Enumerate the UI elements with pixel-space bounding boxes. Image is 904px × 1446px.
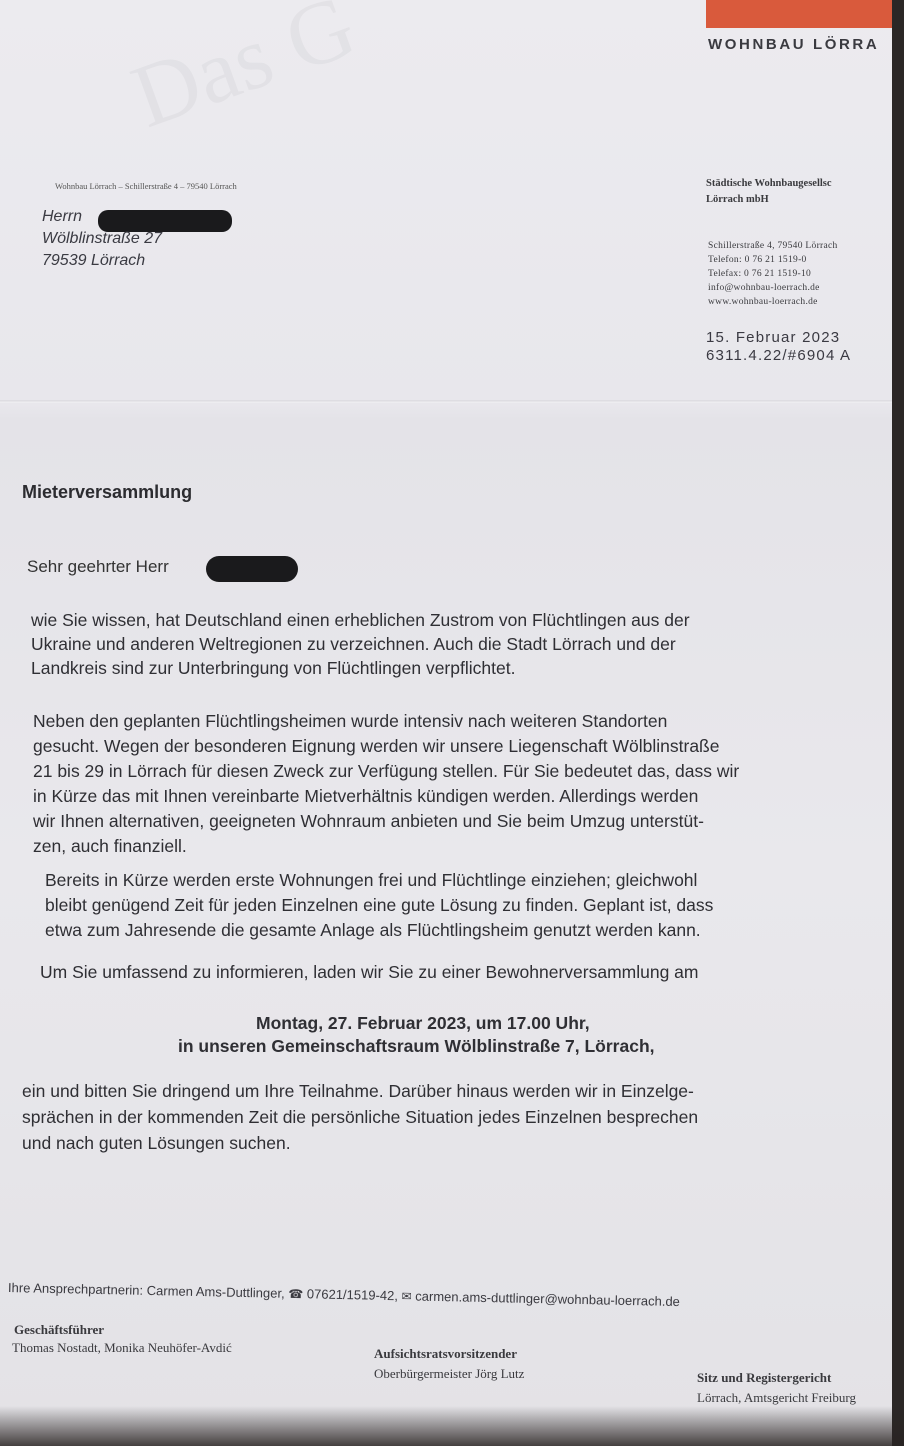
company-name-line2: Lörrach mbH [706, 194, 769, 205]
letter-reference: 6311.4.22/#6904 A [706, 347, 852, 364]
brand-logo-block [706, 0, 892, 28]
paragraph-line: in Kürze das mit Ihnen vereinbarte Mietverhältnis kündigen werden. Allerdings werden [33, 786, 699, 806]
company-email: info@wohnbau-loerrach.de [708, 283, 820, 293]
paragraph-line: Neben den geplanten Flüchtlingsheimen wurde intensiv nach weiteren Standorten [33, 711, 668, 731]
letter-date: 15. Februar 2023 [706, 329, 841, 346]
greeting: Sehr geehrter Herr [27, 557, 169, 576]
paragraph-line: Landkreis sind zur Unterbringung von Flüchtlingen verpflichtet. [31, 658, 516, 678]
paragraph-4 [40, 960, 698, 984]
paragraph-line: wie Sie wissen, hat Deutschland einen erheblichen Zustrom von Flüchtlingen aus der [31, 610, 690, 630]
management-names: Thomas Nostadt, Monika Neuhöfer-Avdić [12, 1340, 232, 1355]
sender-return-address: Wohnbau Lörrach – Schillerstraße 4 – 79540 Lörrach [55, 181, 237, 191]
company-name-line1: Städtische Wohnbaugesellsc [706, 178, 832, 189]
redacted-greeting-name [206, 556, 298, 582]
board-label: Aufsichtsratsvorsitzender [374, 1346, 517, 1361]
paragraph-1 [31, 608, 690, 680]
contact-email: carmen.ams-duttlinger@wohnbau-loerrach.de [415, 1288, 681, 1310]
paragraph-line: Bereits in Kürze werden erste Wohnungen frei und Flüchtlinge einziehen; gleichwohl [45, 870, 698, 890]
management-label: Geschäftsführer [14, 1322, 105, 1337]
paragraph-line: wir Ihnen alternativen, geeigneten Wohnraum anbieten und Sie beim Umzug unterstüt- [33, 811, 704, 831]
paragraph-line: etwa zum Jahresende die gesamte Anlage als Flüchtlingsheim genutzt werden kann. [45, 920, 701, 940]
recipient-salutation: Herrn [42, 208, 83, 225]
contact-label: Ihre Ansprechpartnerin: Carmen Ams-Duttlinger, [7, 1280, 285, 1301]
event-date: Montag, 27. Februar 2023, um 17.00 Uhr, [256, 1013, 590, 1033]
company-fax: Telefax: 0 76 21 1519-10 [708, 269, 812, 279]
paragraph-line: 21 bis 29 in Lörrach für diesen Zweck zur Verfügung stellen. Für Sie bedeutet das, dass wir [33, 761, 740, 781]
paragraph-5 [22, 1078, 698, 1156]
company-street: Schillerstraße 4, 79540 Lörrach [708, 241, 838, 251]
registry-label: Sitz und Registergericht [697, 1370, 832, 1385]
redacted-name [98, 210, 232, 232]
paragraph-line: Ukraine und anderen Weltregionen zu verzeichnen. Auch die Stadt Lörrach und der [31, 634, 676, 654]
contact-phone: 07621/1519-42, [306, 1286, 399, 1304]
paragraph-2 [33, 709, 739, 859]
bottom-shadow [0, 1406, 904, 1446]
envelope-icon: ✉ [401, 1289, 412, 1304]
board-name: Oberbürgermeister Jörg Lutz [374, 1366, 525, 1381]
event-location: in unseren Gemeinschaftsraum Wölblinstraße 7, Lörrach, [178, 1036, 655, 1056]
paragraph-3 [45, 868, 713, 943]
company-phone: Telefon: 0 76 21 1519-0 [708, 255, 807, 265]
paragraph-line: bleibt genügend Zeit für jeden Einzelnen eine gute Lösung zu finden. Geplant ist, dass [45, 895, 714, 915]
recipient-city: 79539 Lörrach [42, 252, 146, 269]
paragraph-line: gesucht. Wegen der besonderen Eignung werden wir unsere Liegenschaft Wölblinstraße [33, 736, 720, 756]
paragraph-line: sprächen in der kommenden Zeit die persönliche Situation jedes Einzelnen besprechen [22, 1107, 699, 1127]
contact-person-line [8, 1280, 680, 1309]
brand-name: WOHNBAU LÖRRA [708, 36, 880, 53]
phone-icon: ☎ [288, 1286, 304, 1302]
paper-fold [0, 400, 892, 403]
company-website: www.wohnbau-loerrach.de [708, 297, 818, 307]
paragraph-line: zen, auch finanziell. [33, 836, 187, 856]
watermark-imprint [119, 0, 368, 149]
recipient-street: Wölblinstraße 27 [42, 230, 163, 247]
letter-subject: Mieterversammlung [22, 482, 193, 502]
paragraph-line: und nach guten Lösungen suchen. [22, 1133, 291, 1153]
paragraph-line: Um Sie umfassend zu informieren, laden wir Sie zu einer Bewohnerversammlung am [40, 962, 699, 982]
registry-value: Lörrach, Amtsgericht Freiburg [697, 1390, 856, 1405]
paragraph-line: ein und bitten Sie dringend um Ihre Teilnahme. Darüber hinaus werden wir in Einzelge- [22, 1081, 694, 1101]
